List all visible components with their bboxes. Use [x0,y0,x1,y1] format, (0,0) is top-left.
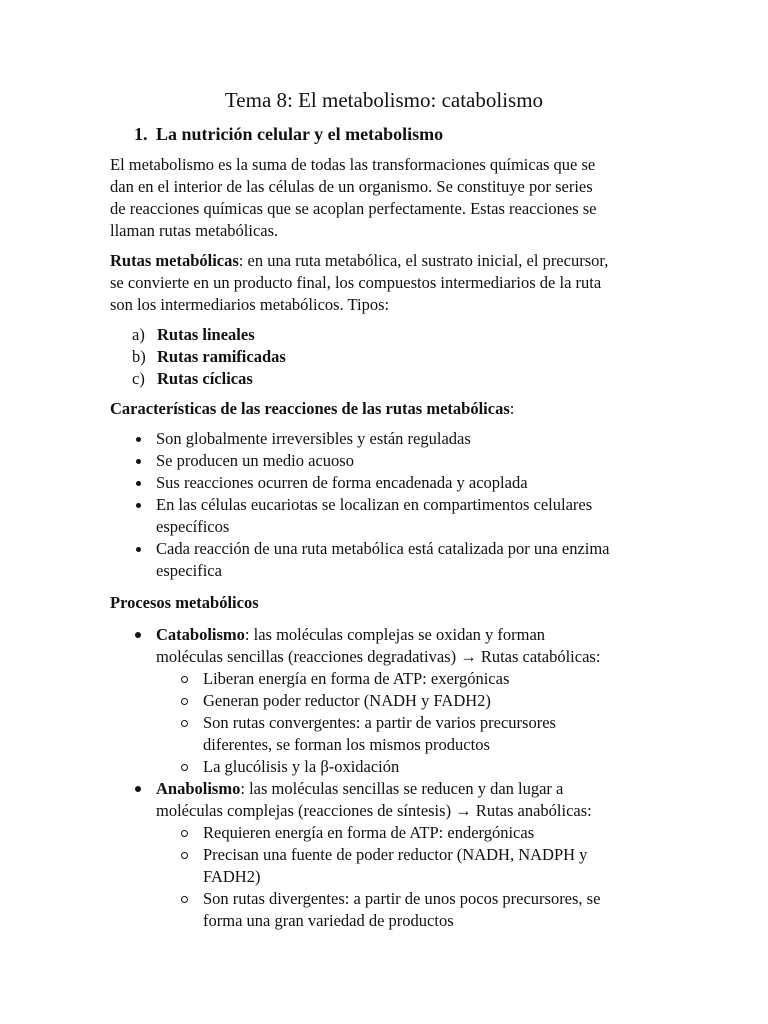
circle-bullet-icon [181,720,188,727]
list-item-text: En las células eucariotas se localizan en compartimentos celulares [156,495,593,514]
list-item-text: Rutas cíclicas [157,369,253,388]
sub-list-item [0,756,768,778]
list-item [0,346,768,368]
procesos-heading-text: Procesos metabólicos [110,593,259,612]
section-number: 1. [134,124,148,144]
intro-line: de reacciones químicas que se acoplan perfectamente. Estas reacciones se [110,199,597,218]
list-item-text: especifica [156,561,222,580]
sub-item-text: Son rutas convergentes: a partir de varios precursores [203,713,556,732]
list-item-text: Se producen un medio acuoso [156,451,354,470]
anabolismo-rest: : las moléculas sencillas se reducen y dan lugar a [240,779,564,798]
bullet-icon [136,459,141,464]
list-item-text: Rutas lineales [157,325,255,344]
list-item [0,494,768,538]
procesos-heading [110,592,670,614]
circle-bullet-icon [181,764,188,771]
list-item-text: Cada reacción de una ruta metabólica está catalizada por una enzima [156,539,610,558]
sub-item-text: diferentes, se forman los mismos productos [203,735,490,754]
sub-item-text: Generan poder reductor (NADH y FADH2) [203,691,491,710]
circle-bullet-icon [181,830,188,837]
rutas-line [110,250,670,272]
list-item-text: Son globalmente irreversibles y están reguladas [156,429,471,448]
catabolismo-line: moléculas sencillas (reacciones degradativas) → Rutas catabólicas: [156,647,601,666]
sub-item-text: La glucólisis y la β-oxidación [203,757,400,776]
list-item [0,428,768,450]
list-item [0,472,768,494]
sub-item-text: forma una gran variedad de productos [203,911,454,930]
anabolismo-line [0,778,768,800]
caracteristicas-heading-line [110,398,670,420]
list-marker: b) [132,347,146,366]
bullet-icon [136,503,141,508]
list-marker: c) [132,369,145,388]
bullet-icon [136,481,141,486]
procesos-list [0,624,768,932]
catabolismo-sublist [0,668,768,778]
list-item [0,368,768,390]
sub-list-item [0,668,768,690]
list-item-catabolismo [0,624,768,778]
rutas-rest: : en una ruta metabólica, el sustrato inicial, el precursor, [238,251,609,270]
page-title: Tema 8: El metabolismo: catabolismo [224,88,544,112]
tipos-list [0,324,768,390]
caracteristicas-heading [110,398,670,420]
anabolismo-sublist [0,822,768,932]
rutas-line: son los intermediarios metabólicos. Tipos: [110,295,390,314]
section-title: La nutrición celular y el metabolismo [156,124,444,144]
sub-list-item [0,712,768,756]
circle-bullet-icon [181,896,188,903]
intro-line: El metabolismo es la suma de todas las transformaciones químicas que se [110,155,596,174]
catabolismo-line [0,624,768,646]
sub-item-text: Son rutas divergentes: a partir de unos pocos precursores, se [203,889,601,908]
list-item [0,450,768,472]
circle-bullet-icon [181,698,188,705]
bullet-icon [136,437,141,442]
intro-paragraph [110,154,670,242]
anabolismo-line: moléculas complejas (reacciones de síntesis) → Rutas anabólicas: [156,801,592,820]
intro-line: llaman rutas metabólicas. [110,221,279,240]
anabolismo-term: Anabolismo [156,779,241,798]
rutas-paragraph [110,250,670,316]
list-item-text: Rutas ramificadas [157,347,286,366]
catabolismo-term: Catabolismo [156,625,245,644]
sub-item-text: Precisan una fuente de poder reductor (NADH, NADPH y [203,845,588,864]
intro-line: dan en el interior de las células de un organismo. Se constituye por series [110,177,593,196]
section-heading [134,122,443,146]
list-item [0,538,768,582]
sub-list-item [0,690,768,712]
bullet-icon [135,632,141,638]
sub-item-text: FADH2) [203,867,261,886]
sub-list-item [0,888,768,932]
list-item-text: específicos [156,517,230,536]
circle-bullet-icon [181,676,188,683]
circle-bullet-icon [181,852,188,859]
caracteristicas-heading-text: Características de las reacciones de las rutas metabólicas [110,399,510,418]
list-item [0,324,768,346]
sub-list-item [0,822,768,844]
list-marker: a) [132,325,145,344]
sub-item-text: Requieren energía en forma de ATP: endergónicas [203,823,535,842]
catabolismo-rest: : las moléculas complejas se oxidan y forman [244,625,546,644]
rutas-term: Rutas metabólicas [110,251,239,270]
list-item-text: Sus reacciones ocurren de forma encadenada y acoplada [156,473,528,492]
sub-item-text: Liberan energía en forma de ATP: exergónicas [203,669,510,688]
caracteristicas-list [0,428,768,582]
list-item-anabolismo [0,778,768,932]
bullet-icon [136,547,141,552]
rutas-line: se convierte en un producto final, los compuestos intermediarios de la ruta [110,273,602,292]
caracteristicas-colon: : [509,399,515,418]
bullet-icon [135,786,141,792]
sub-list-item [0,844,768,888]
